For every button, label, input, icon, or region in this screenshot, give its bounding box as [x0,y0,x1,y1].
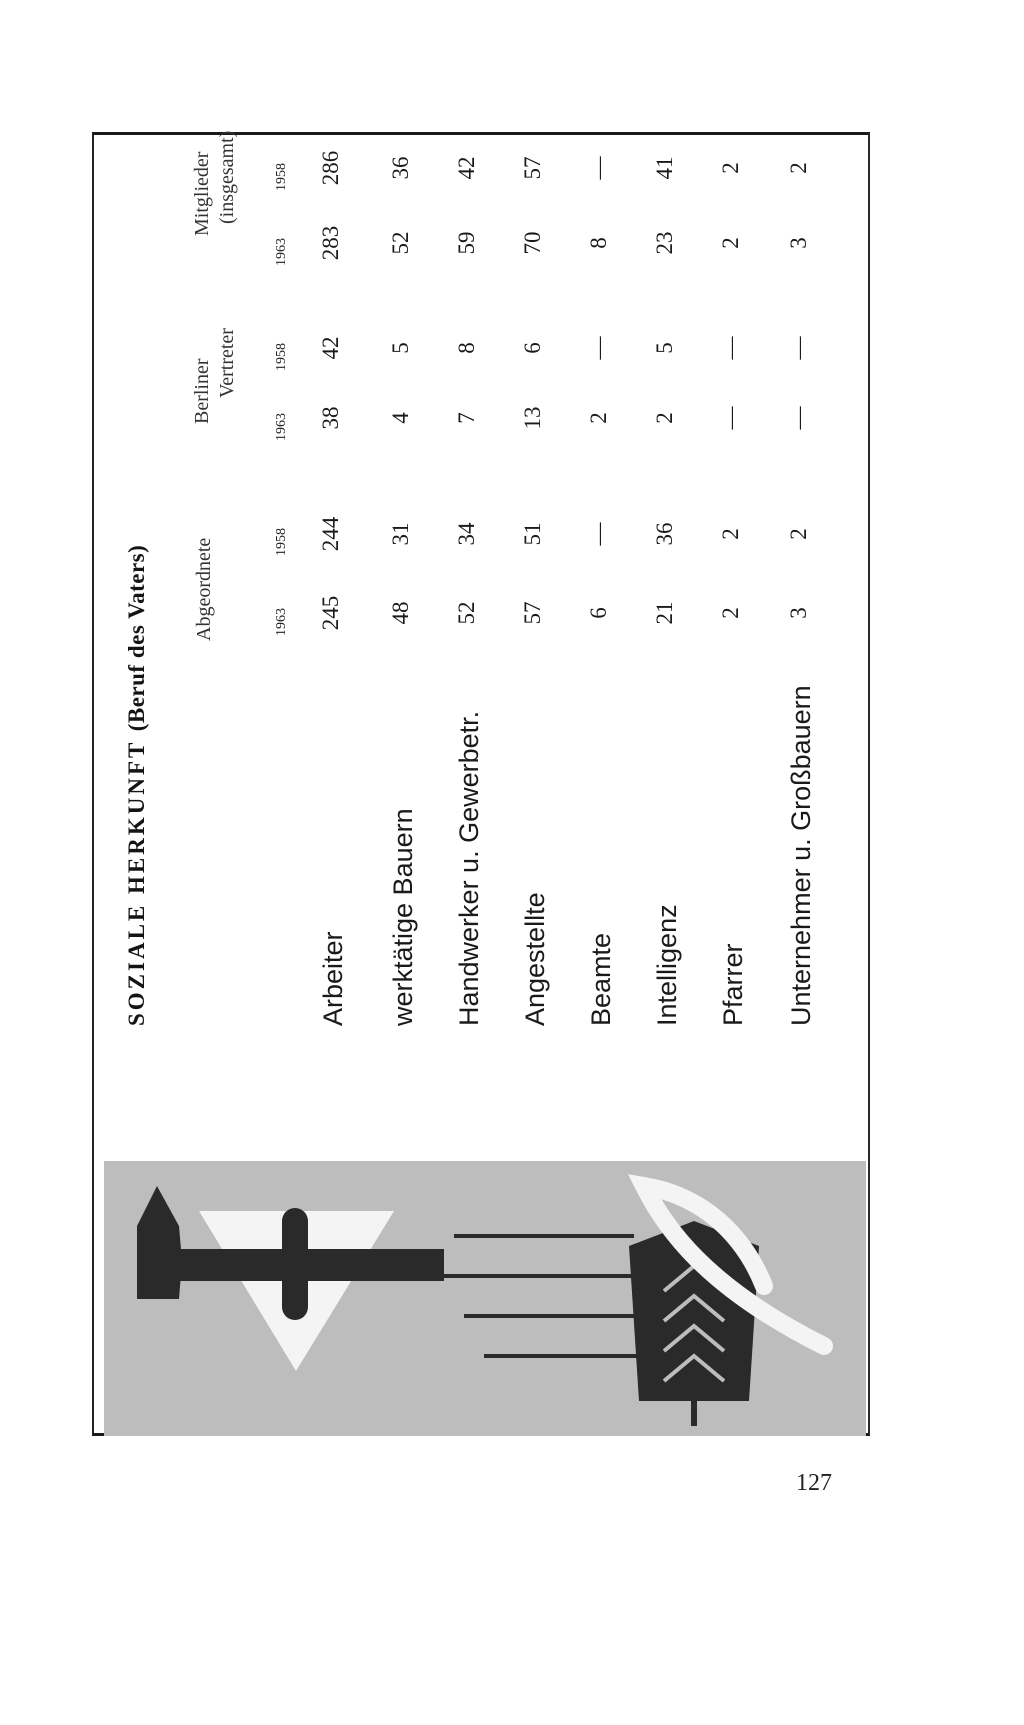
group-label: Berliner [191,358,213,424]
cell: 38 [318,406,343,430]
year-header: 1958 [274,163,289,191]
cell: 6 [586,607,611,619]
cell: 8 [454,342,479,354]
title-subtitle: (Beruf des Vaters) [124,544,149,732]
cell: — [718,336,743,360]
cell: 3 [786,607,811,619]
title-main: SOZIALE HERKUNFT [124,740,149,1026]
group-label-line2: Vertreter [216,328,238,398]
row-label: Beamte [586,932,616,1026]
year-header: 1958 [274,343,289,371]
cell: — [586,156,611,180]
cell: 286 [318,150,343,186]
cell: 6 [520,342,545,354]
cell: 36 [388,156,413,180]
group-label: Abgeordnete [193,537,215,641]
row-label: Handwerker u. Gewerbetr. [454,710,484,1026]
cell: 57 [520,156,545,180]
cell: 4 [388,412,413,424]
table-title [124,545,150,1026]
cell: 42 [318,336,343,360]
cell: 41 [652,156,677,180]
cell: 52 [388,231,413,255]
cell: — [586,522,611,546]
year-header: 1963 [274,413,289,441]
cell: 2 [786,528,811,540]
cell: — [786,336,811,360]
cell: — [786,406,811,430]
cell: 42 [454,156,479,180]
cell: 34 [454,522,479,546]
year-header: 1963 [274,238,289,266]
year-header: 1963 [274,608,289,636]
year-header: 1958 [274,528,289,556]
cell: 2 [718,162,743,174]
cell: 2 [586,412,611,424]
page-number: 127 [796,1470,832,1496]
cell: 21 [652,601,677,625]
cell: 3 [786,237,811,249]
row-label: Angestellte [520,892,550,1026]
hammer-trowel-wheat-emblem-icon [104,1161,866,1436]
cell: 5 [652,342,677,354]
cell: 2 [718,528,743,540]
row-label: Intelligenz [652,904,682,1026]
cell: 52 [454,601,479,625]
group-label: Mitglieder [191,151,213,236]
cell: — [718,406,743,430]
cell: 283 [318,225,343,261]
cell: 59 [454,231,479,255]
cell: 2 [786,162,811,174]
cell: 48 [388,601,413,625]
cell: 51 [520,522,545,546]
group-header-abgeordnete [192,538,217,641]
cell: 36 [652,522,677,546]
cell: — [586,336,611,360]
cell: 244 [318,516,343,552]
cell: 2 [718,607,743,619]
row-label: Unternehmer u. Großbauern [786,685,816,1026]
cell: 5 [388,342,413,354]
group-header-mitglieder [190,131,240,236]
cell: 31 [388,522,413,546]
cell: 7 [454,412,479,424]
rotated-table [92,132,870,1436]
row-label: Arbeiter [318,931,348,1026]
group-label-line2: (insgesamt) [216,130,238,224]
cell: 57 [520,601,545,625]
row-label: Pfarrer [718,943,748,1026]
cell: 8 [586,237,611,249]
cell: 2 [652,412,677,424]
row-label: werktätige Bauern [388,808,418,1026]
group-header-berliner [190,328,240,424]
cell: 23 [652,231,677,255]
cell: 245 [318,595,343,631]
cell: 70 [520,231,545,255]
cell: 13 [520,406,545,430]
cell: 2 [718,237,743,249]
